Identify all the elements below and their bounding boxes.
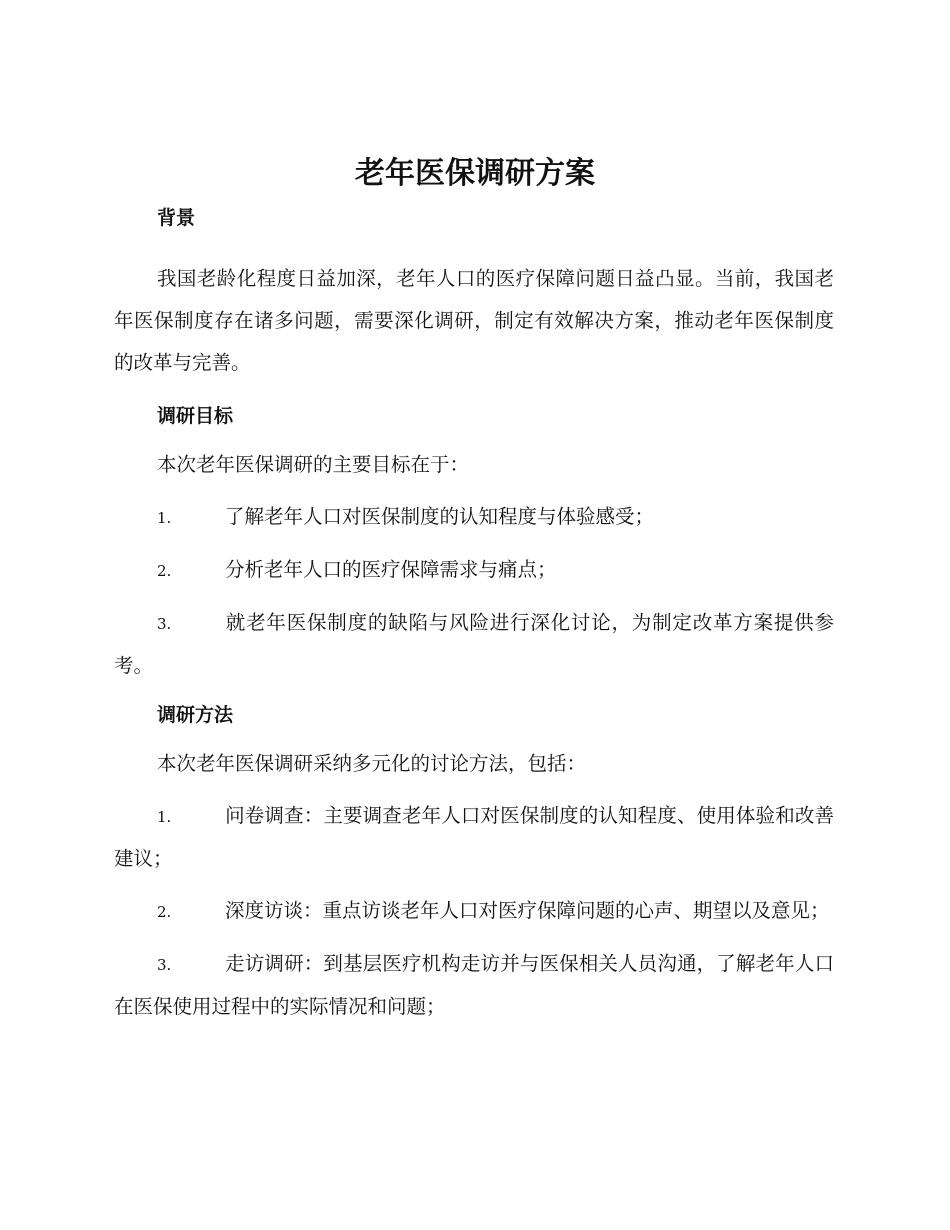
document-title: 老年医保调研方案 (355, 156, 595, 191)
list-item-text: 走访调研：到基层医疗机构走访并与医保相关人员沟通，了解老年人口在医保使用过程中的实际情况和问题； (114, 952, 834, 1018)
list-number: 1. (157, 808, 172, 826)
list-item-text: 了解老年人口对医保制度的认知程度与体验感受； (225, 505, 655, 528)
section-heading-methods: 调研方法 (157, 704, 234, 726)
list-number: 2. (157, 903, 172, 921)
list-number: 3. (157, 615, 172, 633)
goal-item (114, 496, 834, 539)
section-heading-background: 背景 (157, 207, 196, 229)
method-item (114, 943, 834, 1028)
section-heading-goals: 调研目标 (157, 405, 234, 427)
method-item (114, 795, 834, 880)
method-item (114, 890, 834, 933)
list-item-text: 深度访谈：重点访谈老年人口对医疗保障问题的心声、期望以及意见； (225, 899, 830, 922)
list-number: 3. (157, 956, 172, 974)
document-body (114, 200, 834, 1028)
list-number: 1. (157, 509, 172, 527)
list-number: 2. (157, 562, 172, 580)
list-item-text: 问卷调查：主要调查老年人口对医保制度的认知程度、使用体验和改善建议； (114, 804, 834, 870)
list-item-text: 分析老年人口的医疗保障需求与痛点； (225, 558, 557, 581)
list-item-text: 就老年医保制度的缺陷与风险进行深化讨论，为制定改革方案提供参考。 (114, 611, 834, 677)
goal-item (114, 602, 834, 687)
goal-item (114, 549, 834, 592)
background-paragraph: 我国老龄化程度日益加深，老年人口的医疗保障问题日益凸显。当前，我国老年医保制度存在诸多问题，需要深化调研，制定有效解决方案，推动老年医保制度的改革与完善。 (114, 267, 834, 374)
goals-intro: 本次老年医保调研的主要目标在于： (157, 453, 470, 476)
methods-intro: 本次老年医保调研采纳多元化的讨论方法，包括： (157, 752, 587, 775)
